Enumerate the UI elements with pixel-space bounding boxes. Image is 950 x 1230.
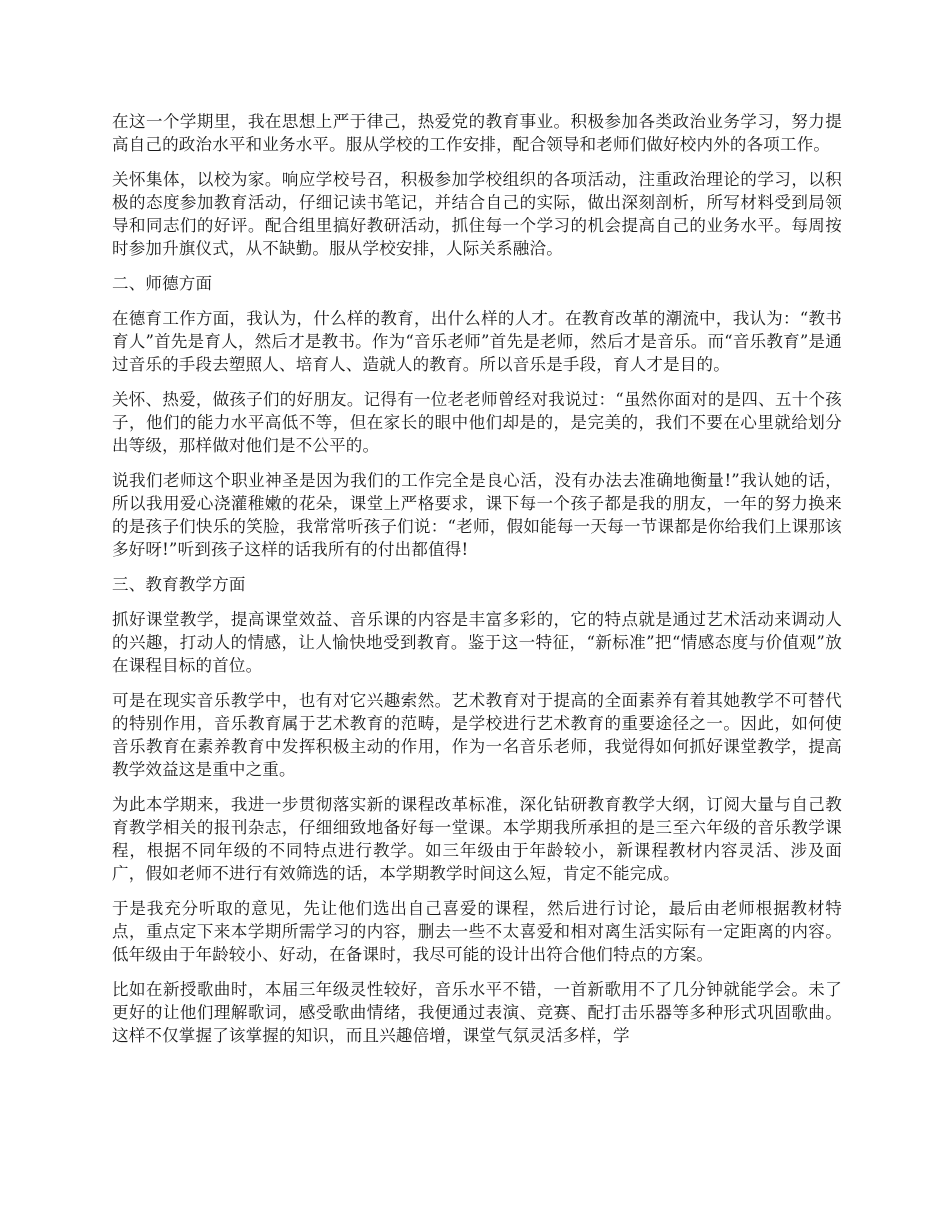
paragraph: 抓好课堂教学，提高课堂效益、音乐课的内容是丰富多彩的，它的特点就是通过艺术活动来调动人的兴趣，打动人的情感，让人愉快地受到教育。鉴于这一特征，“新标准”把“情感态度与价值观”放在课程目标的首位。 [112, 610, 842, 675]
section-heading: 三、教育教学方面 [112, 575, 246, 594]
paragraph: 关怀集体，以校为家。响应学校号召，积极参加学校组织的各项活动，注重政治理论的学习，以积极的态度参加教育活动，仔细记读书笔记，并结合自己的实际，做出深刻剖析，所写材料受到局领导和同志们的好评。配合组里搞好教研活动，抓住每一个学习的机会提高自己的业务水平。每周按时参加升旗仪式，从不缺勤。服从学校安排，人际关系融洽。 [112, 170, 842, 258]
paragraph: 说我们老师这个职业神圣是因为我们的工作完全是良心活，没有办法去准确地衡量!”我认她的话，所以我用爱心浇灌稚嫩的花朵，课堂上严格要求，课下每一个孩子都是我的朋友，一年的努力换来的是孩子们快乐的笑脸，我常常听孩子们说：“老师，假如能每一天每一节课都是你给我们上课那该多好呀!”听到孩子这样的话我所有的付出都值得! [112, 471, 842, 559]
paragraph: 关怀、热爱，做孩子们的好朋友。记得有一位老老师曾经对我说过：“虽然你面对的是四、五十个孩子，他们的能力水平高低不等，但在家长的眼中他们却是的，是完美的，我们不要在心里就给划分出等级，那样做对他们是不公平的。 [112, 390, 842, 455]
paragraph: 为此本学期来，我进一步贯彻落实新的课程改革标准，深化钻研教育教学大纲，订阅大量与自己教育教学相关的报刊杂志，仔细细致地备好每一堂课。本学期我所承担的是三至六年级的音乐教学课程，根据不同年级的不同特点进行教学。如三年级由于年龄较小，新课程教材内容灵活、涉及面广，假如老师不进行有效筛选的话，本学期教学时间这么短，肯定不能完成。 [112, 795, 842, 883]
section-heading: 二、师德方面 [112, 274, 213, 293]
document-body [112, 110, 842, 1059]
paragraph: 比如在新授歌曲时，本届三年级灵性较好，音乐水平不错，一首新歌用不了几分钟就能学会。未了更好的让他们理解歌词，感受歌曲情绪，我便通过表演、竞赛、配打击乐器等多种形式巩固歌曲。这样不仅掌握了该掌握的知识，而且兴趣倍增，课堂气氛灵活多样，学 [112, 980, 842, 1045]
paragraph: 在这一个学期里，我在思想上严于律己，热爱党的教育事业。积极参加各类政治业务学习，努力提高自己的政治水平和业务水平。服从学校的工作安排，配合领导和老师们做好校内外的各项工作。 [112, 112, 842, 154]
paragraph: 在德育工作方面，我认为，什么样的教育，出什么样的人才。在教育改革的潮流中，我认为：“教书育人”首先是育人，然后才是教书。作为“音乐老师”首先是老师，然后才是音乐。而“音乐教育”是通过音乐的手段去塑照人、培育人、造就人的教育。所以音乐是手段，育人才是目的。 [112, 309, 842, 374]
paragraph: 于是我充分听取的意见，先让他们选出自己喜爱的课程，然后进行讨论，最后由老师根据教材特点，重点定下来本学期所需学习的内容，删去一些不太喜爱和相对离生活实际有一定距离的内容。低年级由于年龄较小、好动，在备课时，我尽可能的设计出符合他们特点的方案。 [112, 899, 842, 964]
paragraph: 可是在现实音乐教学中，也有对它兴趣索然。艺术教育对于提高的全面素养有着其她教学不可替代的特别作用，音乐教育属于艺术教育的范畴，是学校进行艺术教育的重要途径之一。因此，如何使音乐教育在素养教育中发挥积极主动的作用，作为一名音乐老师，我觉得如何抓好课堂教学，提高教学效益这是重中之重。 [112, 691, 842, 779]
